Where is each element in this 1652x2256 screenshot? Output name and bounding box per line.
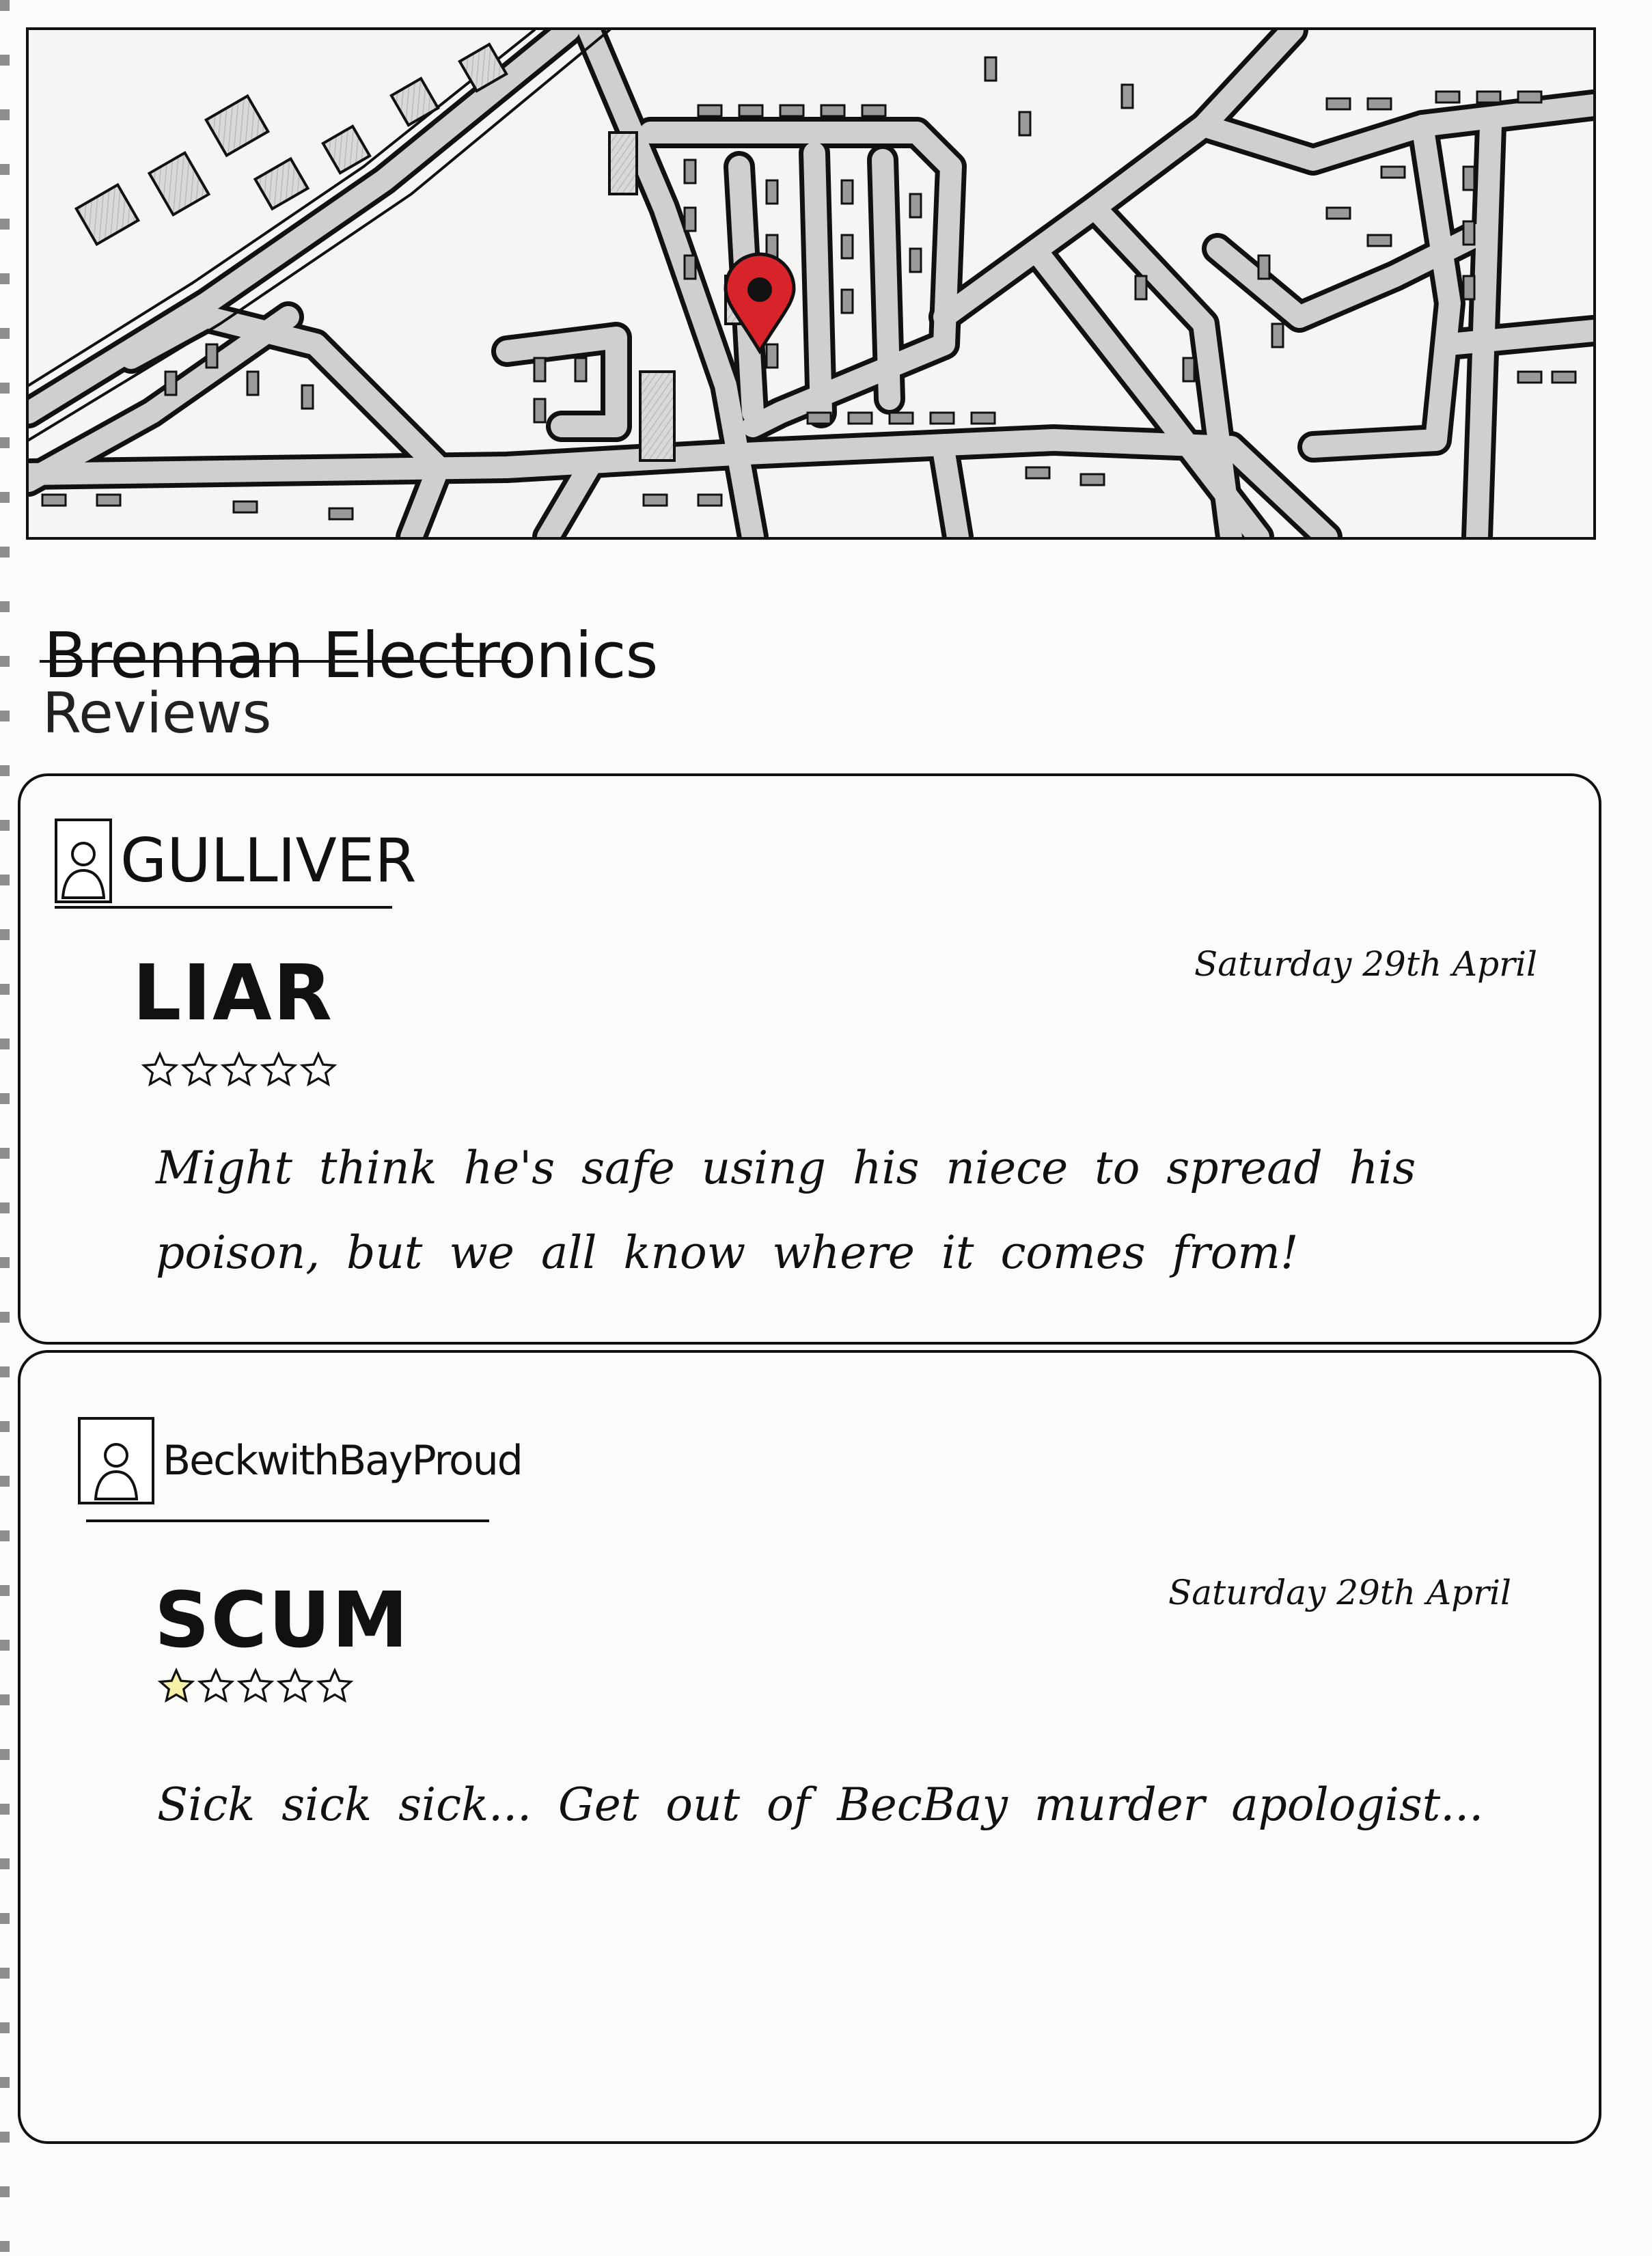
star-empty-icon (236, 1667, 275, 1705)
page-binding-edge (0, 0, 10, 2256)
author-name[interactable]: GULLIVER (120, 825, 417, 896)
map-drawing (29, 30, 1593, 537)
author-underline (55, 906, 392, 909)
location-map[interactable] (26, 27, 1596, 540)
author-name[interactable]: BeckwithBayProud (163, 1437, 522, 1485)
review-body: Might think he's safe using his niece to spread his poison, but we all know where it comes from! (156, 1142, 1416, 1279)
review-card (18, 773, 1601, 1345)
star-filled-icon (157, 1667, 195, 1705)
star-rating (157, 1667, 354, 1705)
star-rating (141, 1051, 338, 1089)
avatar[interactable] (55, 819, 112, 903)
star-empty-icon (180, 1051, 219, 1089)
review-date: Saturday 29th April (1194, 944, 1538, 984)
star-empty-icon (316, 1667, 354, 1705)
title-underline (40, 660, 511, 663)
author-underline (86, 1519, 489, 1522)
business-name: Brennan Electronics (44, 618, 658, 692)
user-avatar-icon (92, 1428, 141, 1502)
review-card (18, 1350, 1601, 2144)
star-empty-icon (197, 1667, 235, 1705)
review-title: SCUM (154, 1576, 410, 1665)
review-body: Sick sick sick... Get out of BecBay murder apologist... (157, 1778, 1484, 1831)
review-date: Saturday 29th April (1168, 1573, 1512, 1612)
reviews-section-label: Reviews (42, 681, 272, 746)
star-empty-icon (141, 1051, 179, 1089)
review-title: LIAR (133, 949, 333, 1038)
avatar[interactable] (78, 1417, 154, 1504)
user-avatar-icon (59, 827, 108, 900)
review-author[interactable] (55, 819, 417, 903)
star-empty-icon (260, 1051, 298, 1089)
star-empty-icon (276, 1667, 314, 1705)
star-empty-icon (299, 1051, 338, 1089)
star-empty-icon (220, 1051, 258, 1089)
review-author[interactable] (78, 1417, 522, 1504)
